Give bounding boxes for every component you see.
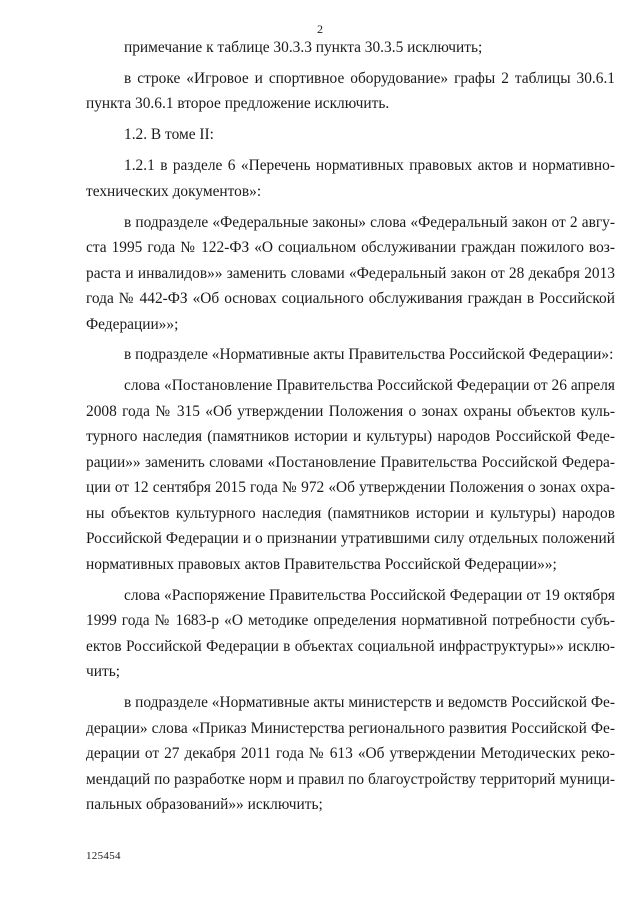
paragraph-resolution-315: слова «Постановление Правительства Российской Федерации от 26 апреля 2008 года № 315 «Об утверждении Положения о зонах охраны объектов культурного наследия (памятников истории и культуры) народов Российской Федерации»» заменить словами «Постановление Правительства Российской Федерации от 12 сентября 2015 года № 972 «Об утверждении Положения о зонах охраны объектов культурного наследия (памятников истории и культуры) народов Российской Федерации и о признании утратившими силу отдельных положений нормативных правовых актов Правительства Российской Федерации»»;	[86, 377, 615, 573]
paragraph-ministry-acts: в подразделе «Нормативные акты министерств и ведомств Российской Федерации» слова «Приказ Министерства регионального развития Российской Федерации от 27 декабря 2011 года № 613 «Об утверждении Методических рекомендаций по разработке норм и правил по благоустройству территорий муниципальных образований»» исключить;	[86, 694, 615, 814]
paragraph-government-acts-heading: в подразделе «Нормативные акты Правительства Российской Федерации»:	[124, 346, 614, 364]
paragraph-note-removal: примечание к таблице 30.3.3 пункта 30.3.5 исключить;	[124, 39, 483, 56]
page-number: 2	[317, 22, 323, 36]
document-body	[86, 35, 615, 823]
paragraph-federal-laws: в подразделе «Федеральные законы» слова «Федеральный закон от 2 августа 1995 года № 122-ФЗ «О социальном обслуживании граждан пожилого возраста и инвалидов»» заменить словами «Федеральный закон от 28 декабря 2013 года № 442-ФЗ «Об основах социального обслуживания граждан в Российской Федерации»»;	[86, 213, 615, 333]
paragraph-volume-two: 1.2. В томе II:	[124, 126, 214, 144]
paragraph-order-1683: слова «Распоряжение Правительства Российской Федерации от 19 октября 1999 года № 1683-р «О методике определения нормативной потребности субъектов Российской Федерации в объектах социальной инфраструктуры»» исключить;	[86, 586, 615, 681]
paragraph-section-six: 1.2.1 в разделе 6 «Перечень нормативных правовых актов и нормативно-технических документов»:	[86, 157, 615, 200]
paragraph-equipment-row: в строке «Игровое и спортивное оборудование» графы 2 таблицы 30.6.1 пункта 30.6.1 второе предложение исключить.	[86, 69, 615, 113]
document-code: 125454	[86, 850, 121, 862]
